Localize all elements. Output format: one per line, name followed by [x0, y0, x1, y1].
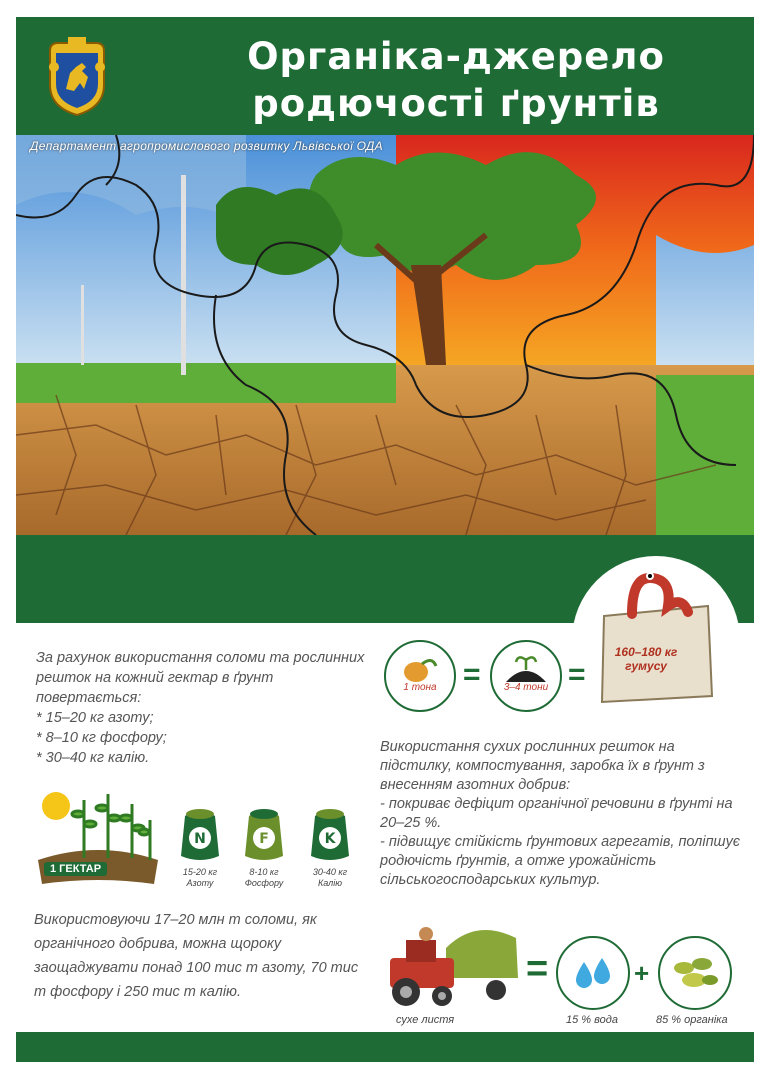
equals-sign-3: = [526, 948, 549, 990]
sack-letter-f: F [259, 831, 269, 847]
compost-label: 3–4 тони [503, 682, 549, 693]
potassium-name: Калію [317, 878, 343, 888]
nitrogen-name: Азоту [186, 878, 214, 888]
sack-letter-k: K [324, 831, 336, 847]
residue-intro: Використання сухих рослинних решток на підстилку, компостування, заробка їх в ґрунт з внесенням азотних добрив: [380, 739, 705, 793]
department-caption: Департамент агропромислового розвитку Львівської ОДА [30, 139, 383, 153]
potassium-sack-icon [309, 806, 351, 862]
straw-benefits-text [36, 648, 366, 768]
hectare-badge: 1 ГЕКТАР [44, 862, 107, 876]
tractor-leaves-icon [386, 918, 524, 1010]
nitrogen-amount: 15-20 кг [182, 867, 218, 877]
title-line-1: Органіка-джерело [247, 35, 665, 78]
organic-circle [658, 936, 732, 1010]
water-circle [556, 936, 630, 1010]
phosphorus-name: Фосфору [244, 878, 284, 888]
puzzle-landscape-image [16, 135, 754, 535]
nutrient-item-potassium: * 30–40 кг калію. [36, 750, 150, 766]
npk-item-phosphorus [234, 806, 294, 889]
header-banner [16, 17, 754, 135]
residue-bullet-1: - покриває дефіцит органічної речовини в ґрунті на 20–25 %. [380, 796, 733, 831]
one-ton-straw-circle [384, 640, 456, 712]
water-caption: 15 % вода [566, 1014, 618, 1026]
page-title [176, 33, 736, 127]
npk-item-potassium [300, 806, 360, 889]
plus-sign: + [634, 958, 650, 988]
npk-item-nitrogen [170, 806, 230, 889]
equals-sign-2: = [568, 658, 586, 691]
nutrient-item-phosphorus: * 8–10 кг фосфору; [36, 730, 167, 746]
equals-sign-1: = [463, 658, 481, 691]
one-ton-label: 1 тона [403, 682, 437, 693]
compost-circle [490, 640, 562, 712]
footer-bar [16, 1032, 754, 1062]
worm-humus-bag-icon [572, 556, 740, 724]
lviv-oblast-crest-icon [42, 37, 112, 119]
title-line-2: родючості ґрунтів [252, 82, 660, 125]
sack-letter-n: N [194, 831, 206, 847]
straw-intro: За рахунок використання соломи та рослинних решток на кожний гектар в ґрунт повертається: [36, 650, 365, 706]
nutrient-item-nitrogen: * 15–20 кг азоту; [36, 710, 154, 726]
soil-sprout-icon [492, 642, 560, 710]
organic-caption: 85 % органіка [656, 1014, 728, 1026]
water-drops-icon [558, 938, 628, 1008]
nitrogen-sack-icon [179, 806, 221, 862]
organic-matter-icon [660, 938, 730, 1008]
phosphorus-amount: 8-10 кг [249, 867, 279, 877]
hero-puzzle-illustration [16, 135, 754, 535]
nutrient-list [36, 708, 366, 768]
straw-seed-icon [386, 642, 454, 710]
residue-benefits-text [380, 738, 740, 890]
saving-text: Використовуючи 17–20 млн т соломи, як органічного добрива, можна щороку заощаджувати понад 100 тис т азоту, 70 тис т фосфору і 250 тис т калію. [34, 912, 359, 1000]
potassium-amount: 30-40 кг [312, 867, 348, 877]
humus-bag-circle [572, 556, 740, 724]
humus-label: 160–180 кг гумусу [614, 645, 678, 673]
dry-leaves-caption: сухе листя [396, 1014, 455, 1026]
phosphorus-sack-icon [243, 806, 285, 862]
residue-bullet-2: - підвищує стійкість ґрунтових агрегатів, поліпшує родючість ґрунтів, а отже урожайність сільськогосподарських культур. [380, 834, 741, 888]
